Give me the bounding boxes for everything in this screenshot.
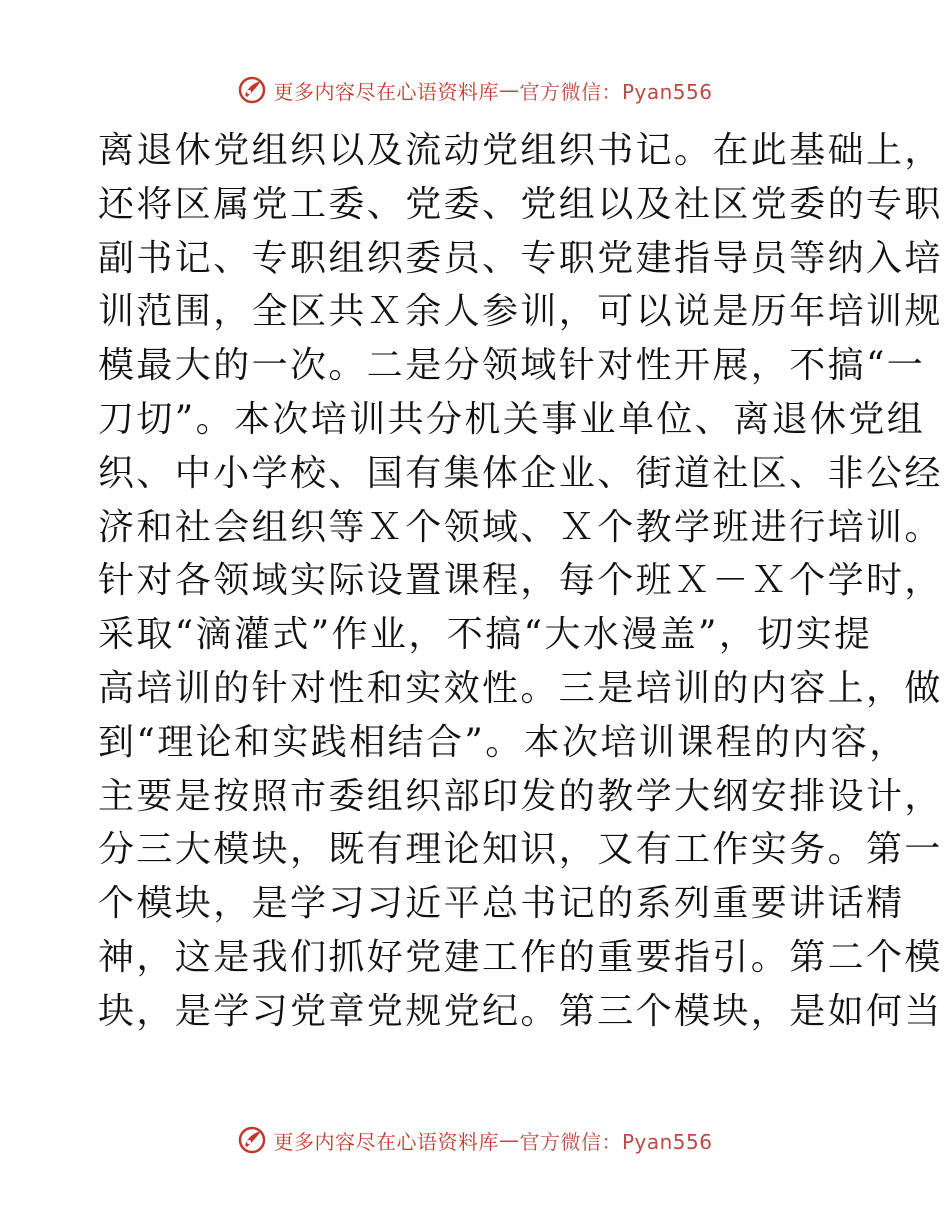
body-line: 主要是按照市委组织部印发的教学大纲安排设计， (98, 775, 943, 817)
footer-watermark-banner (0, 1120, 950, 1160)
body-line: 高培训的针对性和实效性。三是培训的内容上，做 (98, 667, 943, 709)
body-line: 针对各领域实际设置课程，每个班Ｘ－Ｘ个学时， (98, 560, 943, 602)
body-line: 还将区属党工委、党委、党组以及社区党委的专职 (98, 183, 943, 225)
body-line: 训范围，全区共Ｘ余人参训，可以说是历年培训规 (98, 291, 943, 333)
banner-wechat-text: 官方微信：Pyan556 (519, 79, 713, 104)
body-line: 分三大模块，既有理论知识，又有工作实务。第一 (98, 829, 943, 871)
body-line: 离退休党组织以及流动党组织书记。在此基础上， (98, 130, 943, 171)
logo-icon (237, 75, 267, 105)
body-line: 个模块，是学习习近平总书记的系列重要讲话精 (98, 883, 905, 925)
body-line: 织、中小学校、国有集体企业、街道社区、非公经 (98, 452, 943, 494)
body-line: 刀切”。本次培训共分机关事业单位、离退休党组 (98, 398, 926, 440)
body-line: 块，是学习党章党规党纪。第三个模块，是如何当 (98, 990, 943, 1032)
body-line: 采取“滴灌式”作业，不搞“大水漫盖”，切实提 (98, 614, 873, 656)
banner-dash: — (498, 78, 520, 102)
banner-site-text: 更多内容尽在心语资料库 (273, 79, 499, 104)
banner-dash: — (498, 1128, 520, 1152)
banner-wechat-text: 官方微信：Pyan556 (519, 1129, 713, 1154)
body-line: 济和社会组织等Ｘ个领域、Ｘ个教学班进行培训。 (98, 506, 943, 548)
logo-icon (237, 1125, 267, 1155)
body-line: 到“理论和实践相结合”。本次培训课程的内容， (98, 721, 908, 763)
body-line: 模最大的一次。二是分领域针对性开展，不搞“一 (98, 345, 926, 387)
body-line: 副书记、专职组织委员、专职党建指导员等纳入培 (98, 237, 943, 279)
body-line: 神，这是我们抓好党建工作的重要指引。第二个模 (98, 936, 943, 978)
document-body (98, 124, 943, 1039)
header-watermark-banner (0, 70, 950, 110)
banner-site-text: 更多内容尽在心语资料库 (273, 1129, 499, 1154)
